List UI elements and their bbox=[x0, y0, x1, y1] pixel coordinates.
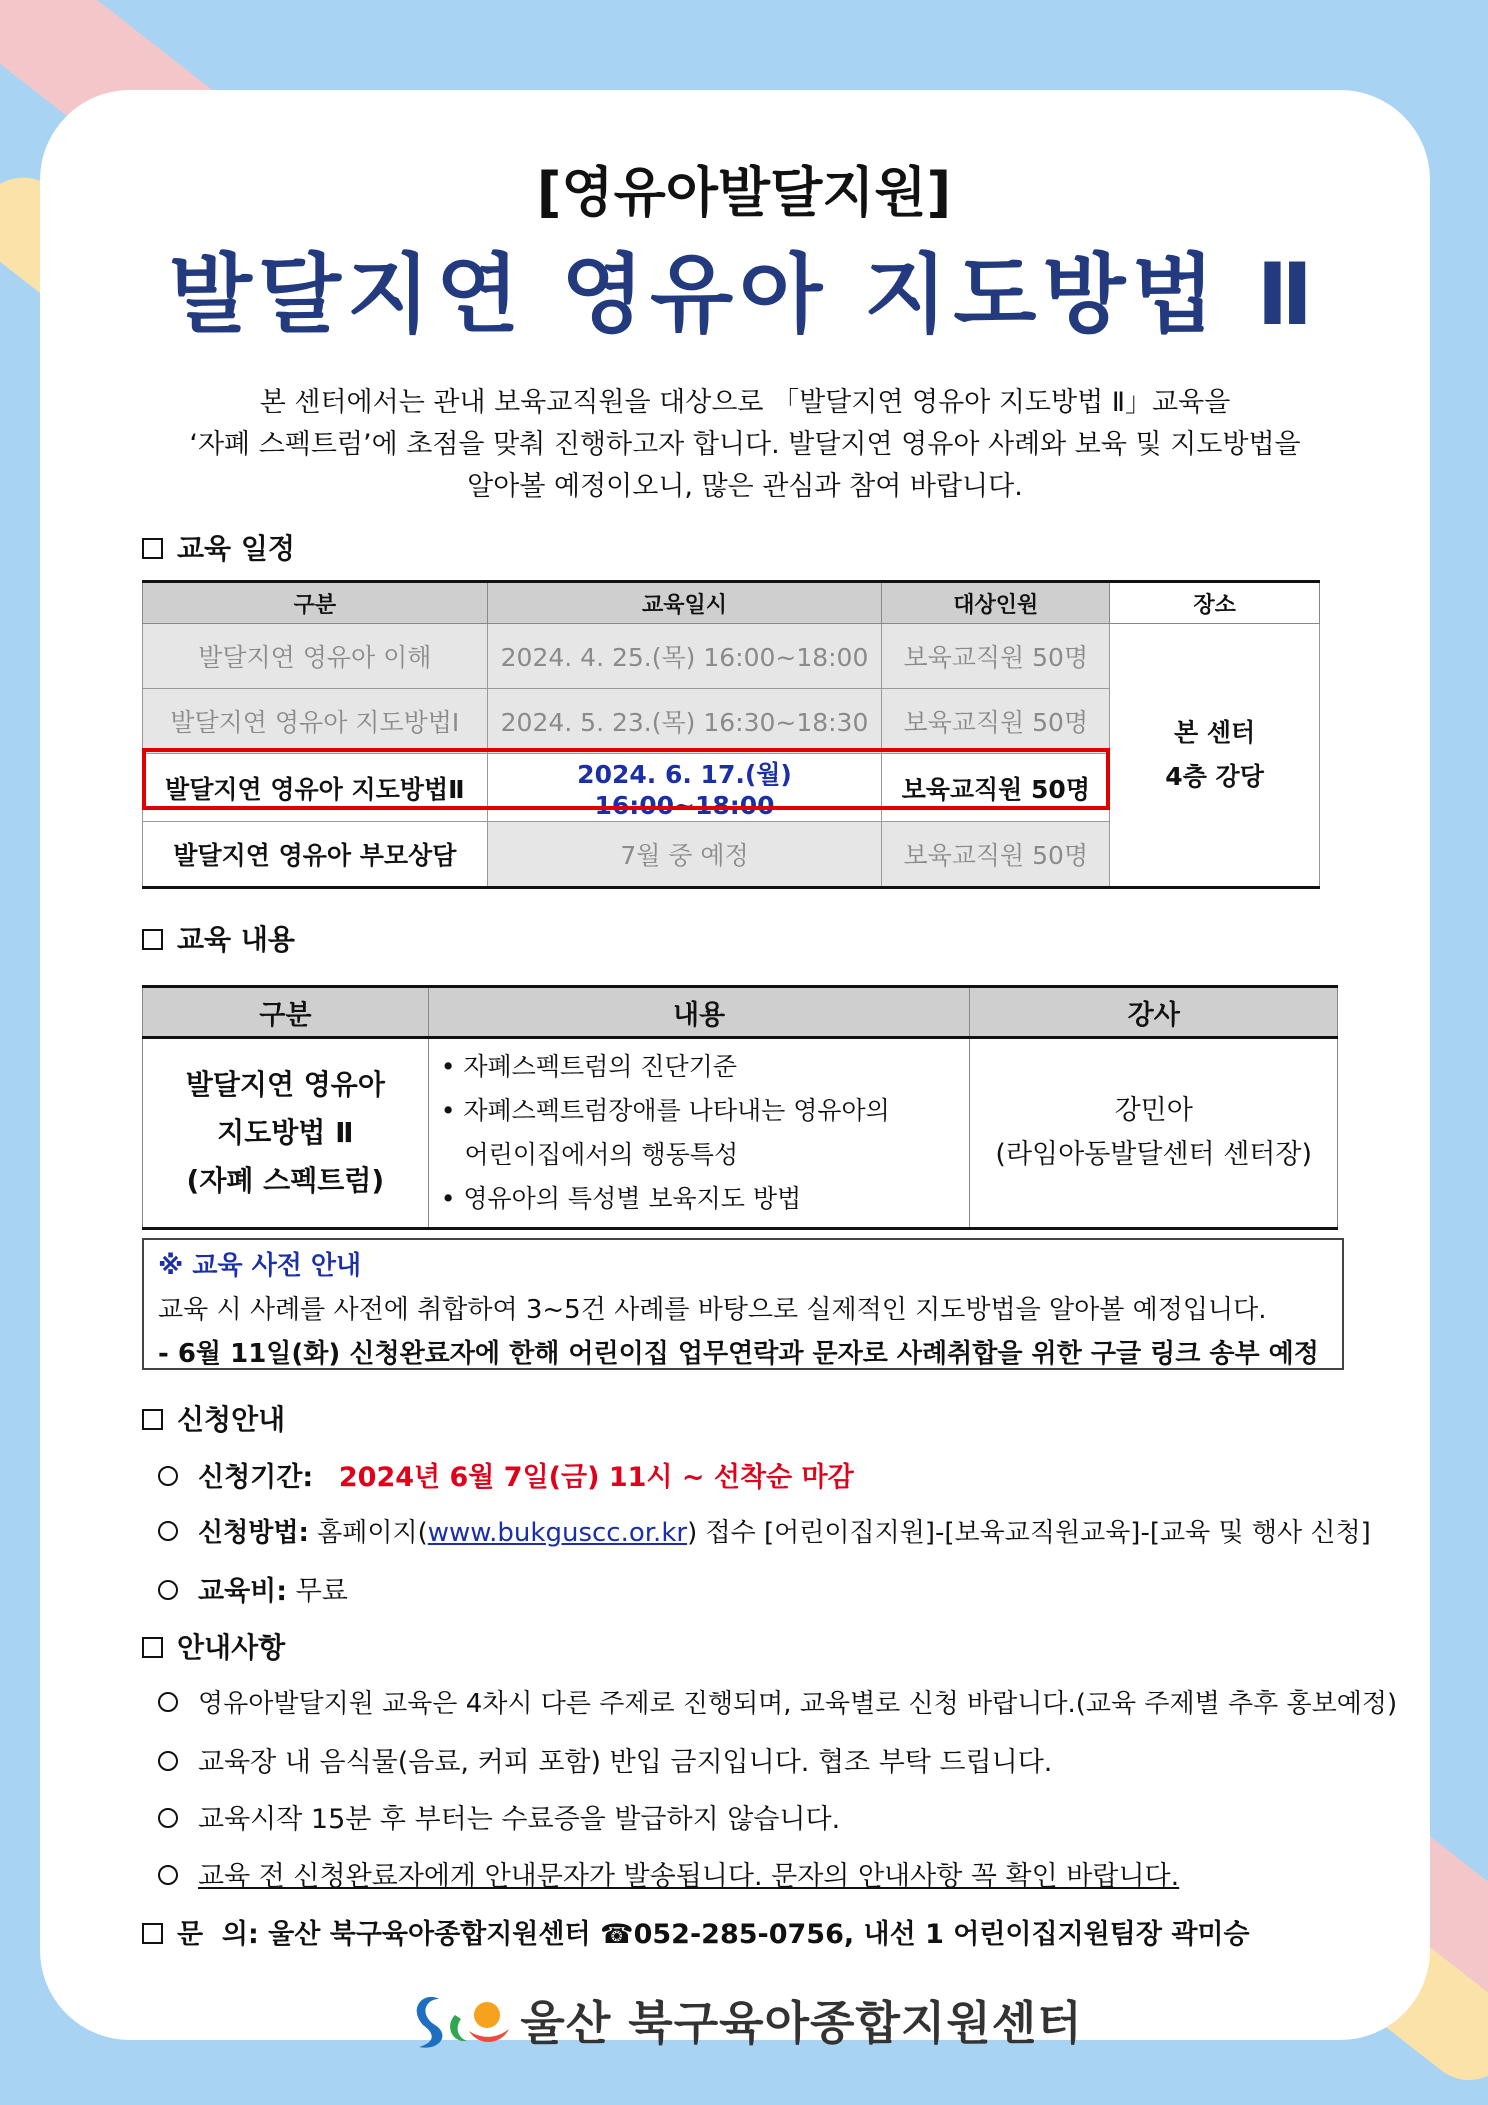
guide-text: 영유아발달지원 교육은 4차시 다른 주제로 진행되며, 교육별로 신청 바랍니다.(교육 주제별 추후 홍보예정) bbox=[198, 1689, 1398, 1719]
circle-bullet-icon bbox=[158, 1692, 178, 1712]
column-header: 구분 bbox=[143, 582, 488, 624]
checkbox-square-icon bbox=[142, 1409, 163, 1430]
session-name: 발달지연 영유아 지도방법Ⅰ bbox=[143, 689, 488, 754]
session-date: 7월 중 예정 bbox=[487, 822, 882, 888]
list-item: • 자폐스펙트럼장애를 나타내는 영유아의 bbox=[440, 1096, 890, 1125]
table-row bbox=[143, 1038, 1338, 1229]
session-place bbox=[1110, 624, 1320, 888]
intro-line: 알아볼 예정이오니, 많은 관심과 참여 바랍니다. bbox=[467, 471, 1023, 502]
circle-bullet-icon bbox=[158, 1865, 178, 1885]
content-items bbox=[428, 1038, 970, 1229]
checkbox-square-icon bbox=[142, 538, 163, 559]
session-date: 2024. 5. 23.(목) 16:30~18:30 bbox=[487, 689, 882, 754]
circle-bullet-icon bbox=[158, 1808, 178, 1828]
session-target: 보육교직원 50명 bbox=[882, 624, 1110, 689]
notice-line: - 6월 11일(화) 신청완료자에 한해 어린이집 업무연락과 문자로 사례취합을 위한 구글 링크 송부 예정 bbox=[158, 1339, 1319, 1369]
session-name: 발달지연 영유아 지도방법Ⅱ bbox=[143, 754, 488, 822]
apply-heading-text: 신청안내 bbox=[177, 1403, 286, 1436]
guide-heading bbox=[142, 1626, 285, 1666]
checkbox-square-icon bbox=[142, 1637, 163, 1658]
circle-bullet-icon bbox=[158, 1521, 178, 1541]
session-target: 보육교직원 50명 bbox=[882, 822, 1110, 888]
method-text: ) 접수 [어린이집지원]-[보육교직원교육]-[교육 및 행사 신청] bbox=[687, 1518, 1371, 1548]
column-header: 강사 bbox=[970, 987, 1338, 1038]
guide-text: 교육시작 15분 후 부터는 수료증을 발급하지 않습니다. bbox=[198, 1804, 841, 1835]
sun-logo-icon bbox=[405, 1985, 515, 2055]
circle-bullet-icon bbox=[158, 1580, 178, 1600]
content-category bbox=[143, 1038, 429, 1229]
apply-fee bbox=[142, 1569, 348, 1608]
intro-line: 본 센터에서는 관내 보육교직원을 대상으로 「발달지연 영유아 지도방법 Ⅱ」교육을 bbox=[259, 387, 1231, 418]
contact-label: 문 의: bbox=[177, 1919, 259, 1950]
column-header: 장소 bbox=[1110, 582, 1320, 624]
apply-heading bbox=[142, 1398, 285, 1438]
column-header: 교육일시 bbox=[487, 582, 882, 624]
guide-heading-text: 안내사항 bbox=[177, 1631, 286, 1664]
guide-item bbox=[142, 1854, 1179, 1893]
category-line: 지도방법 Ⅱ bbox=[217, 1116, 354, 1149]
session-name: 발달지연 영유아 부모상담 bbox=[143, 822, 488, 888]
column-header: 내용 bbox=[428, 987, 970, 1038]
period-value: 2024년 6월 7일(금) 11시 ~ 선착순 마감 bbox=[338, 1462, 854, 1493]
category-line: 발달지연 영유아 bbox=[185, 1068, 385, 1101]
circle-bullet-icon bbox=[158, 1466, 178, 1486]
guide-item bbox=[142, 1797, 840, 1836]
guide-text: 교육 전 신청완료자에게 안내문자가 발송됩니다. 문자의 안내사항 꼭 확인 바랍니다. bbox=[198, 1861, 1180, 1892]
session-target: 보육교직원 50명 bbox=[882, 754, 1110, 822]
schedule-heading bbox=[142, 527, 295, 567]
page-title: 발달지연 영유아 지도방법 Ⅱ bbox=[168, 245, 1320, 345]
session-target: 보육교직원 50명 bbox=[882, 689, 1110, 754]
method-label: 신청방법: bbox=[198, 1518, 309, 1548]
category-heading: [영유아발달지원] bbox=[536, 161, 952, 224]
content-table bbox=[142, 985, 1338, 1230]
intro-line: ‘자폐 스펙트럼’에 초점을 맞춰 진행하고자 합니다. 발달지연 영유아 사례와 보육 및 지도방법을 bbox=[189, 429, 1301, 460]
apply-method bbox=[142, 1512, 1371, 1549]
table-row bbox=[143, 624, 1320, 689]
content-heading-text: 교육 내용 bbox=[177, 923, 295, 956]
pre-notice-box bbox=[142, 1238, 1344, 1370]
place-line: 4층 강당 bbox=[1165, 762, 1264, 791]
guide-text: 교육장 내 음식물(음료, 커피 포함) 반입 금지입니다. 협조 부탁 드립니다. bbox=[198, 1747, 1053, 1778]
instructor-name: 강민아 bbox=[1114, 1095, 1193, 1126]
checkbox-square-icon bbox=[142, 929, 163, 950]
list-item: • 자폐스펙트럼의 진단기준 bbox=[440, 1052, 737, 1081]
session-date: 2024. 4. 25.(목) 16:00~18:00 bbox=[487, 624, 882, 689]
place-line: 본 센터 bbox=[1174, 718, 1256, 747]
instructor-title: (라임아동발달센터 센터장) bbox=[995, 1139, 1312, 1170]
fee-value: 무료 bbox=[295, 1576, 348, 1607]
fee-label: 교육비: bbox=[198, 1576, 288, 1607]
column-header: 구분 bbox=[143, 987, 429, 1038]
guide-item bbox=[142, 1683, 1397, 1720]
apply-period bbox=[142, 1455, 854, 1494]
method-text: 홈페이지( bbox=[317, 1518, 428, 1548]
contact-line bbox=[142, 1912, 1250, 1951]
current-session-highlight bbox=[142, 748, 1110, 810]
category-line: (자폐 스펙트럼) bbox=[186, 1164, 385, 1197]
instructor-cell bbox=[970, 1038, 1338, 1229]
circle-bullet-icon bbox=[158, 1751, 178, 1771]
period-label: 신청기간: bbox=[198, 1462, 314, 1493]
checkbox-square-icon bbox=[142, 1923, 163, 1944]
session-date: 2024. 6. 17.(월) 16:00~18:00 bbox=[487, 754, 882, 822]
schedule-heading-text: 교육 일정 bbox=[177, 532, 295, 565]
list-item: 어린이집에서의 행동특성 bbox=[440, 1140, 739, 1169]
column-header: 대상인원 bbox=[882, 582, 1110, 624]
content-heading bbox=[142, 918, 295, 958]
intro-paragraph bbox=[140, 382, 1350, 508]
schedule-table bbox=[142, 580, 1320, 889]
notice-title: ※ 교육 사전 안내 bbox=[158, 1251, 362, 1281]
footer-logo bbox=[0, 1985, 1488, 2055]
homepage-link[interactable]: www.bukguscc.or.kr bbox=[427, 1518, 688, 1548]
notice-line: 교육 시 사례를 사전에 취합하여 3~5건 사례를 바탕으로 실제적인 지도방법을 알아볼 예정입니다. bbox=[158, 1295, 1267, 1325]
guide-item bbox=[142, 1740, 1052, 1779]
session-name: 발달지연 영유아 이해 bbox=[143, 624, 488, 689]
contact-text: 울산 북구육아종합지원센터 ☎052-285-0756, 내선 1 어린이집지원팀장 곽미승 bbox=[268, 1919, 1250, 1950]
list-item: • 영유아의 특성별 보육지도 방법 bbox=[440, 1184, 802, 1213]
org-name: 울산 북구육아종합지원센터 bbox=[520, 1996, 1083, 2050]
